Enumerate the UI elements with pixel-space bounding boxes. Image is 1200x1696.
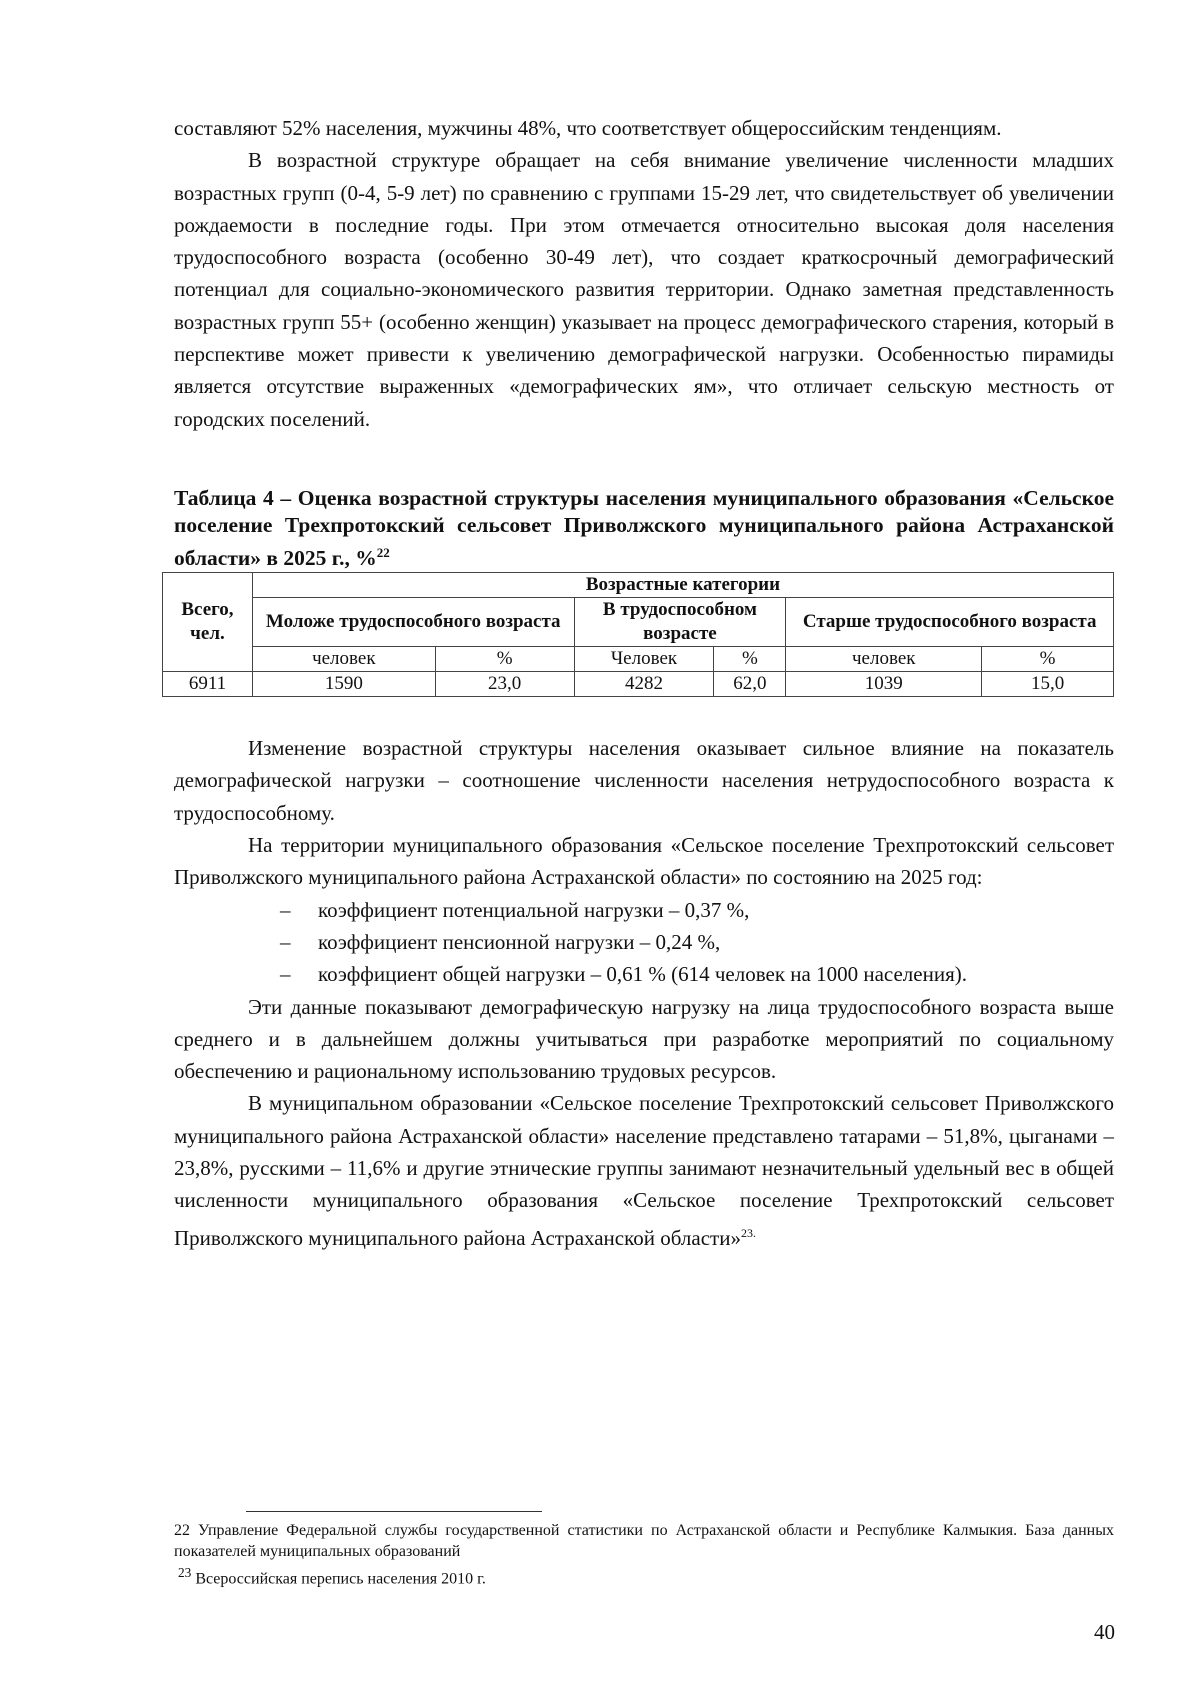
paragraph-load-conclusion: Эти данные показывают демографическую нагрузку на лица трудоспособного возраста выше среднего и в дальнейшем должны учитываться при разработке мероприятий по социальному обеспечению и рациональному использованию трудовых ресурсов.	[174, 994, 1114, 1084]
footnote-23-mark: 23	[178, 1565, 192, 1580]
paragraph-territory-2025: На территории муниципального образования «Сельское поселение Трехпротокский сельсовет Приволжского муниципального района Астраханской области» по состоянию на 2025 год:	[174, 833, 1114, 890]
ethnic-composition-text: В муниципальном образовании «Сельское поселение Трехпротокский сельсовет Приволжского муниципального района Астраханской области» население представлено татарами – 51,8%, цыганами – 23,8%, русскими – 11,6% и другие этнические группы занимают незначительный удельный вес в общей численности муниципального образования «Сельское поселение Трехпротокский сельсовет Приволжского муниципального района Астраханской области»	[174, 1091, 1114, 1250]
paragraph-dependency-ratio: Изменение возрастной структуры населения оказывает сильное влияние на показатель демографической нагрузки – соотношение численности населения нетрудоспособного возраста к трудоспособному.	[174, 736, 1114, 825]
header-age-categories: Возрастные категории	[252, 573, 1113, 598]
table-row	[163, 672, 1114, 697]
cell-younger-percent: 23,0	[435, 672, 574, 697]
subheader-younger-people: человек	[252, 647, 435, 672]
subheader-older-percent: %	[982, 647, 1114, 672]
cell-younger-people: 1590	[252, 672, 435, 697]
header-younger: Моложе трудоспособного возраста	[252, 598, 574, 647]
footnote-23-text: Всероссийская перепись населения 2010 г.	[191, 1570, 486, 1588]
coefficients-list	[174, 894, 1114, 991]
page-body	[174, 112, 1114, 1254]
header-total: Всего, чел.	[163, 573, 253, 672]
cell-working-percent: 62,0	[714, 672, 786, 697]
footnote-23	[174, 1562, 1114, 1589]
page-number: 40	[1094, 1620, 1115, 1644]
table-4-caption-footnote-ref: 22	[376, 544, 390, 560]
cell-older-percent: 15,0	[982, 672, 1114, 697]
footnote-ref-23: 23.	[740, 1225, 756, 1240]
cell-working-people: 4282	[574, 672, 714, 697]
footnotes	[174, 1511, 1114, 1589]
age-structure-table	[162, 572, 1114, 697]
list-item: – коэффициент общей нагрузки – 0,61 % (614 человек на 1000 населения).	[280, 958, 1114, 990]
header-working: В трудоспособном возрасте	[574, 598, 786, 647]
subheader-working-people: Человек	[574, 647, 714, 672]
footnote-22: 22 Управление Федеральной службы государственной статистики по Астраханской области и Республике Калмыкия. База данных показателей муниципальных образований	[174, 1522, 1114, 1560]
subheader-working-percent: %	[714, 647, 786, 672]
header-older: Старше трудоспособного возраста	[786, 598, 1114, 647]
subheader-older-people: человек	[786, 647, 982, 672]
cell-older-people: 1039	[786, 672, 982, 697]
subheader-younger-percent: %	[435, 647, 574, 672]
paragraph-age-structure: В возрастной структуре обращает на себя внимание увеличение численности младших возрастных групп (0-4, 5-9 лет) по сравнению с группами 15-29 лет, что свидетельствует об увеличении рождаемости в последние годы. При этом отмечается относительно высокая доля населения трудоспособного возраста (особенно 30-49 лет), что создает краткосрочный демографический потенциал для социально-экономического развития территории. Однако заметная представленность возрастных групп 55+ (особенно женщин) указывает на процесс демографического старения, который в перспективе может привести к увеличению демографической нагрузки. Особенностью пирамиды является отсутствие выраженных «демографических ям», что отличает сельскую местность от городских поселений.	[174, 148, 1114, 431]
paragraph-gender-share: составляют 52% населения, мужчины 48%, что соответствует общероссийским тенденциям.	[174, 116, 1002, 140]
list-item: – коэффициент пенсионной нагрузки – 0,24 %,	[280, 926, 1114, 958]
table-4-caption	[174, 485, 1114, 572]
cell-total: 6911	[163, 672, 253, 697]
footnote-divider	[246, 1511, 542, 1512]
table-4-caption-text: Таблица 4 – Оценка возрастной структуры населения муниципального образования «Сельское поселение Трехпротокский сельсовет Приволжского муниципального района Астраханской области» в 2025 г., %	[174, 485, 1114, 571]
list-item: – коэффициент потенциальной нагрузки – 0,37 %,	[280, 894, 1114, 926]
paragraph-ethnic-composition	[174, 1087, 1114, 1253]
